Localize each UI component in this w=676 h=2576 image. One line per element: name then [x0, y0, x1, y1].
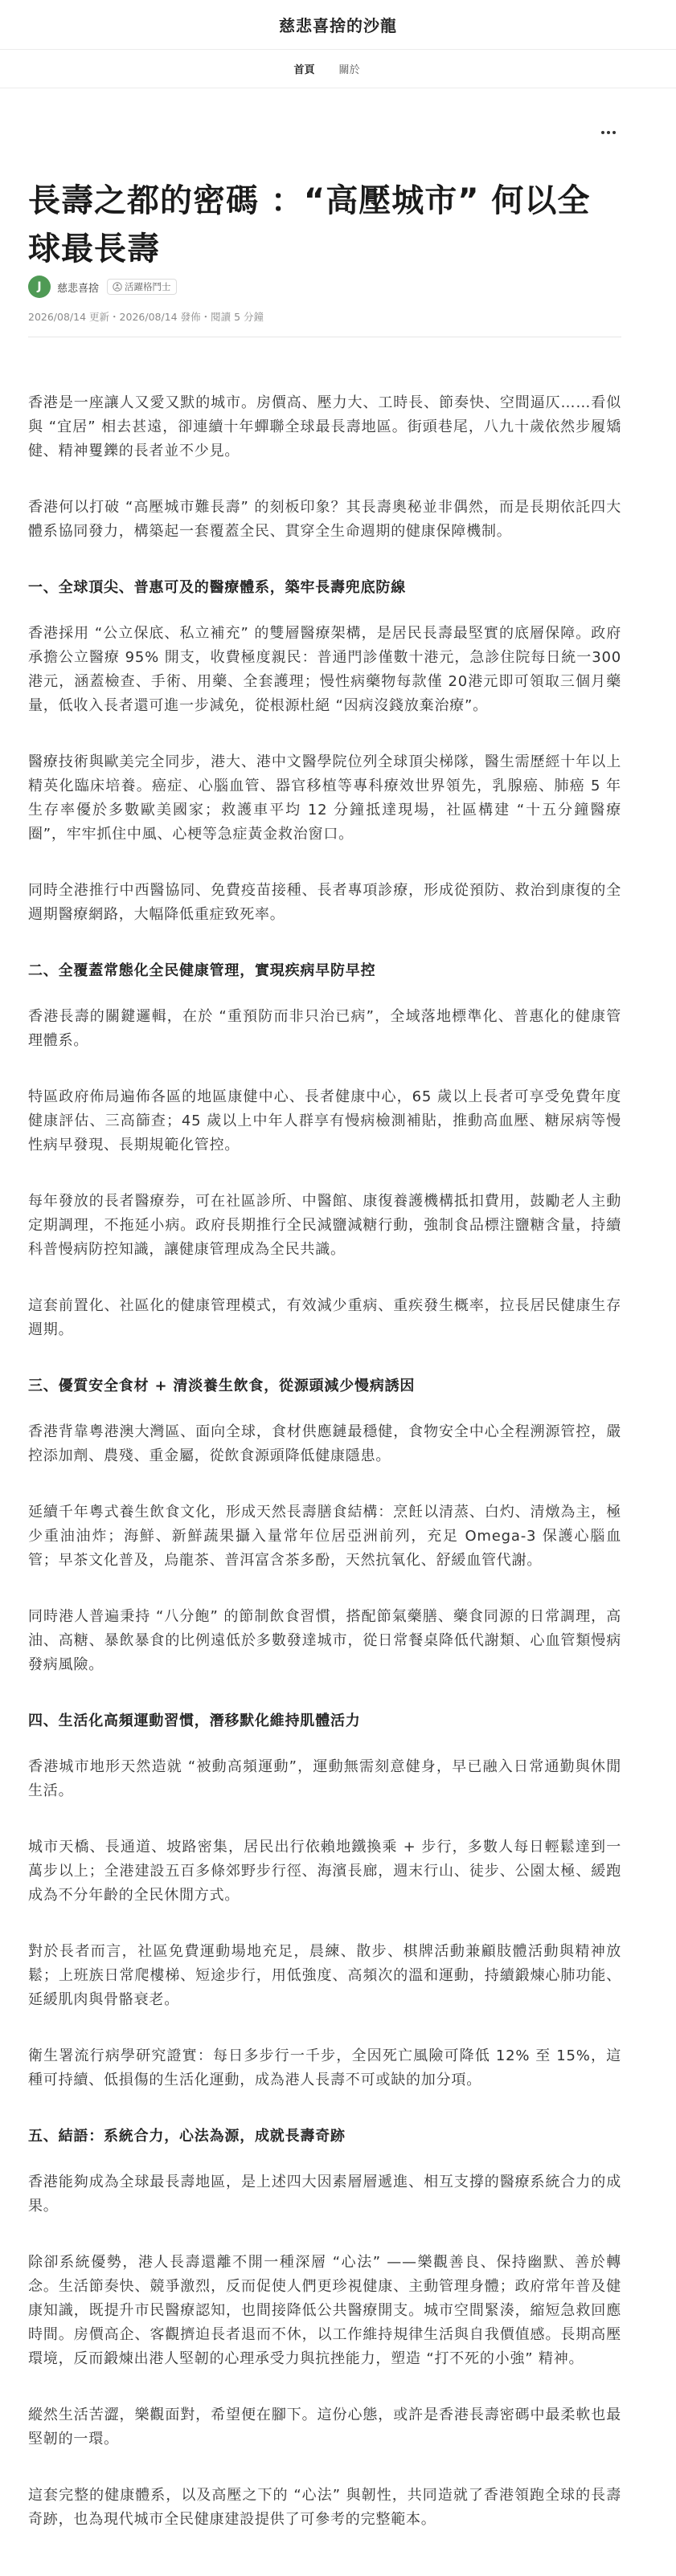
article-toolbar	[28, 88, 621, 177]
paragraph: 同時全港推行中西醫協同、免費疫苗接種、長者專項診療，形成從預防、救治到康復的全週期醫療網路，大幅降低重症致死率。	[28, 882, 621, 923]
section-heading: 二、全覆蓋常態化全民健康管理，實現疾病早防早控	[28, 962, 376, 979]
article	[0, 88, 676, 2532]
updated-date: 2026/08/14 更新	[28, 311, 110, 323]
site-header	[0, 0, 676, 50]
paragraph: 醫療技術與歐美完全同步，港大、港中文醫學院位列全球頂尖梯隊，醫生需歷經十年以上精英化臨床培養。癌症、心腦血管、器官移植等專科療效世界領先，乳腺癌、肺癌 5 年生存率優於多數歐美國家；救護車平均 12 分鐘抵達現場，社區構建 “十五分鐘醫療圈”，牢牢抓住中風、心梗等急症黃金救治窗口。	[28, 753, 621, 843]
site-nav	[0, 50, 676, 88]
more-options-icon[interactable]	[599, 126, 618, 139]
read-time: 閱讀 5 分鐘	[211, 311, 264, 323]
nav-item-home[interactable]: 首頁	[293, 64, 315, 76]
badge-icon	[113, 282, 122, 292]
article-meta	[28, 309, 621, 325]
dot	[612, 131, 616, 134]
published-date: 2026/08/14 發佈	[119, 311, 201, 323]
article-body	[28, 391, 621, 2532]
paragraph: 對於長者而言，社區免費運動場地充足，晨練、散步、棋牌活動兼顧肢體活動與精神放鬆；上班族日常爬樓梯、短途步行，用低強度、高頻次的溫和運動，持續鍛煉心肺功能、延緩肌肉與骨骼衰老。	[28, 1943, 621, 2008]
paragraph: 香港城市地形天然造就 “被動高頻運動”，運動無需刻意健身，早已融入日常通勤與休閒生活。	[28, 1758, 621, 1799]
paragraph: 同時港人普遍秉持 “八分飽” 的節制飲食習慣，搭配節氣藥膳、藥食同源的日常調理，高油、高糖、暴飲暴食的比例遠低於多數發達城市，從日常餐桌降低代謝類、心血管類慢病發病風險。	[28, 1608, 621, 1673]
site-title[interactable]: 慈悲喜捨的沙龍	[279, 16, 397, 35]
paragraph: 這套前置化、社區化的健康管理模式，有效減少重病、重疾發生概率，拉長居民健康生存週期。	[28, 1297, 621, 1338]
author-avatar[interactable]: J	[28, 276, 51, 298]
author-badge	[107, 279, 177, 295]
paragraph: 衛生署流行病學研究證實：每日多步行一千步，全因死亡風險可降低 12% 至 15%，這種可持續、低損傷的生活化運動，成為港人長壽不可或缺的加分項。	[28, 2047, 621, 2088]
section-heading: 五、結語：系統合力，心法為源，成就長壽奇跡	[28, 2128, 346, 2145]
dot	[601, 131, 604, 134]
paragraph: 縱然生活苦澀，樂觀面對，希望便在腳下。這份心態，或許是香港長壽密碼中最柔軟也最堅韌的一環。	[28, 2407, 621, 2447]
paragraph: 這套完整的健康體系，以及高壓之下的 “心法” 與韌性，共同造就了香港領跑全球的長壽奇跡，也為現代城市全民健康建設提供了可參考的完整範本。	[28, 2487, 621, 2528]
author-name[interactable]: 慈悲喜捨	[57, 282, 100, 295]
paragraph: 城市天橋、長通道、坡路密集，居民出行依賴地鐵換乘 + 步行，多數人每日輕鬆達到一萬步以上；全港建設五百多條郊野步行徑、海濱長廊，週末行山、徒步、公園太極、緩跑成為不分年齡的全民休閒方式。	[28, 1839, 621, 1904]
dot	[607, 131, 610, 134]
author-row	[28, 276, 621, 298]
paragraph: 除卻系統優勢，港人長壽還離不開一種深層 “心法” ——樂觀善良、保持幽默、善於轉念。生活節奏快、競爭激烈，反而促使人們更珍視健康、主動管理身體；政府常年普及健康知識，既提升市民醫療認知，也間接降低公共醫療開支。城市空間緊湊，縮短急救回應時間。房價高企、客觀擠迫長者退而不休，以工作維持規律生活與自我價值感。長期高壓環境，反而鍛煉出港人堅韌的心理承受力與抗挫能力，塑造 “打不死的小強” 精神。	[28, 2254, 621, 2367]
paragraph: 香港是一座讓人又愛又默的城市。房價高、壓力大、工時長、節奏快、空間逼仄……看似與 “宜居” 相去甚遠，卻連續十年蟬聯全球最長壽地區。街頭巷尾，八九十歲依然步履矯健、精神矍鑠的長者並不少見。	[28, 394, 621, 459]
section-heading: 一、全球頂尖、普惠可及的醫療體系，築牢長壽兜底防線	[28, 579, 406, 596]
meta-separator: ・	[109, 311, 120, 323]
paragraph: 延續千年粵式養生飲食文化，形成天然長壽膳食結構：烹飪以清蒸、白灼、清燉為主，極少重油油炸；海鮮、新鮮蔬果攝入量常年位居亞洲前列，充足 Omega-3 保護心腦血管；早茶文化普及，烏龍茶、普洱富含茶多酚，天然抗氧化、舒緩血管代謝。	[28, 1504, 621, 1569]
section-heading: 三、優質安全食材 + 清淡養生飲食，從源頭減少慢病誘因	[28, 1378, 416, 1394]
paragraph: 香港背靠粵港澳大灣區、面向全球，食材供應鏈最穩健，食物安全中心全程溯源管控，嚴控添加劑、農殘、重金屬，從飲食源頭降低健康隱患。	[28, 1423, 621, 1464]
section-heading: 四、生活化高頻運動習慣，潛移默化維持肌體活力	[28, 1713, 361, 1729]
paragraph: 特區政府佈局遍佈各區的地區康健中心、長者健康中心，65 歲以上長者可享受免費年度健康評估、三高篩查；45 歲以上中年人群享有慢病檢測補貼，推動高血壓、糖尿病等慢性病早發現、長期規範化管控。	[28, 1088, 621, 1153]
paragraph: 每年發放的長者醫療券，可在社區診所、中醫館、康復養護機構抵扣費用，鼓勵老人主動定期調理，不拖延小病。政府長期推行全民減鹽減糖行動，強制食品標注鹽糖含量，持續科普慢病防控知識，讓健康管理成為全民共識。	[28, 1193, 621, 1258]
nav-item-about[interactable]: 關於	[338, 64, 360, 76]
paragraph: 香港能夠成為全球最長壽地區，是上述四大因素層層遞進、相互支撐的醫療系統合力的成果。	[28, 2174, 621, 2215]
paragraph: 香港長壽的關鍵邏輯，在於 “重預防而非只治已病”，全域落地標準化、普惠化的健康管理體系。	[28, 1008, 621, 1049]
paragraph: 香港何以打破 “高壓城市難長壽” 的刻板印象？其長壽奧秘並非偶然，而是長期依託四大體系協同發力，構築起一套覆蓋全民、貫穿全生命週期的健康保障機制。	[28, 499, 621, 540]
article-title: 長壽之都的密碼 ：“高壓城市” 何以全球最長壽	[28, 182, 591, 267]
meta-separator: ・	[200, 311, 211, 323]
author-badge-label: 活躍格鬥士	[125, 281, 171, 292]
paragraph: 香港採用 “公立保底、私立補充” 的雙層醫療架構，是居民長壽最堅實的底層保障。政府承擔公立醫療 95% 開支，收費極度親民：普通門診僅數十港元，急診住院每日統一300 港元，涵蓋檢查、手術、用藥、全套護理；慢性病藥物每款僅 20港元即可領取三個月藥量，低收入長者還可進一步減免，從根源杜絕 “因病沒錢放棄治療”。	[28, 625, 621, 714]
